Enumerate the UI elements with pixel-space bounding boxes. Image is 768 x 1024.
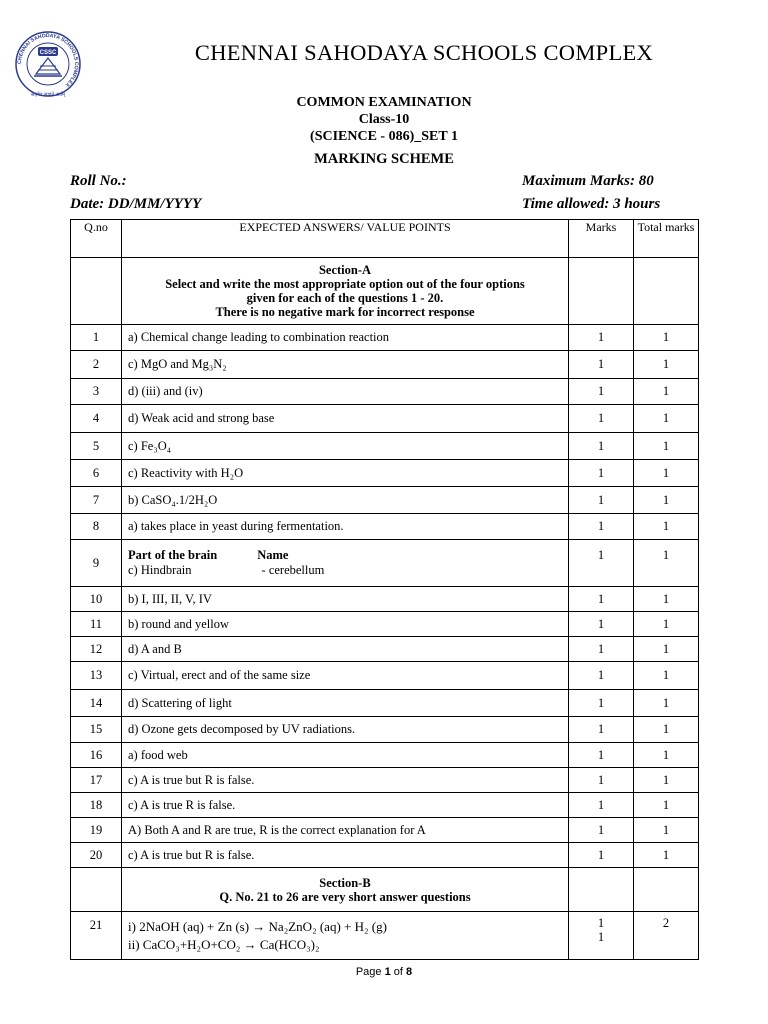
section-a-row bbox=[71, 258, 699, 325]
qno-cell: 20 bbox=[71, 843, 122, 868]
exam-class: Class-10 bbox=[358, 112, 410, 127]
total-cell: 1 bbox=[634, 717, 699, 743]
answer-cell: b) CaSO₄.1/2H₂O bbox=[122, 487, 569, 514]
table-row bbox=[71, 612, 699, 637]
marks-cell: 1 bbox=[569, 717, 634, 743]
table-row bbox=[71, 379, 699, 405]
marks-cell: 1 bbox=[569, 433, 634, 460]
section-a-title: Section-A bbox=[318, 263, 372, 277]
school-logo bbox=[14, 30, 82, 98]
table-row bbox=[71, 793, 699, 818]
marks-cell: 1 bbox=[569, 612, 634, 637]
marks-cell: 1 bbox=[569, 514, 634, 540]
table-row bbox=[71, 433, 699, 460]
table-row bbox=[71, 637, 699, 662]
marks-cell: 1 bbox=[569, 793, 634, 818]
q9-answer-name: - cerebellum bbox=[261, 563, 325, 577]
q9-head-part: Part of the brain bbox=[128, 548, 218, 562]
table-row-q21 bbox=[71, 912, 699, 960]
marks-cell: 1 bbox=[569, 587, 634, 612]
section-a-line1: Select and write the most appropriate option out of the four options bbox=[165, 277, 525, 291]
qno-cell: 18 bbox=[71, 793, 122, 818]
page-label: Page bbox=[355, 966, 382, 978]
max-marks-label: Maximum Marks: 80 bbox=[522, 173, 654, 189]
marks-cell: 1 bbox=[569, 843, 634, 868]
total-cell: 1 bbox=[634, 662, 699, 690]
answer-cell: b) round and yellow bbox=[122, 612, 569, 637]
total-cell: 1 bbox=[634, 325, 699, 351]
page-footer bbox=[0, 966, 768, 978]
qno-cell: 1 bbox=[71, 325, 122, 351]
section-a-line3: There is no negative mark for incorrect response bbox=[215, 305, 475, 319]
logo-center-text: CSSC bbox=[39, 50, 57, 56]
time-allowed-label: Time allowed: 3 hours bbox=[522, 196, 661, 212]
page-of: of bbox=[393, 966, 403, 978]
qno-cell: 21 bbox=[71, 912, 122, 960]
q21-marks-1: 1 bbox=[597, 916, 605, 930]
total-cell: 1 bbox=[634, 793, 699, 818]
section-b-row bbox=[71, 868, 699, 912]
marks-cell: 1 bbox=[569, 743, 634, 768]
answer-cell-q9 bbox=[122, 540, 569, 587]
total-cell: 1 bbox=[634, 514, 699, 540]
section-b-line1: Q. No. 21 to 26 are very short answer questions bbox=[219, 889, 471, 904]
total-cell: 1 bbox=[634, 433, 699, 460]
q9-head-name: Name bbox=[257, 548, 289, 562]
total-cell: 1 bbox=[634, 351, 699, 379]
table-row bbox=[71, 818, 699, 843]
table-row-q9 bbox=[71, 540, 699, 587]
total-cell: 1 bbox=[634, 843, 699, 868]
table-row bbox=[71, 717, 699, 743]
header-marks: Marks bbox=[569, 220, 634, 258]
answer-cell: a) food web bbox=[122, 743, 569, 768]
qno-cell: 3 bbox=[71, 379, 122, 405]
qno-cell: 17 bbox=[71, 768, 122, 793]
answer-cell: c) A is true but R is false. bbox=[122, 843, 569, 868]
qno-cell: 7 bbox=[71, 487, 122, 514]
answer-cell: d) (iii) and (iv) bbox=[122, 379, 569, 405]
qno-cell: 10 bbox=[71, 587, 122, 612]
marks-cell: 1 bbox=[569, 818, 634, 843]
marking-table bbox=[70, 219, 699, 960]
marks-cell: 1 bbox=[569, 379, 634, 405]
table-row bbox=[71, 460, 699, 487]
q9-column-heads bbox=[128, 548, 562, 563]
answer-cell: A) Both A and R are true, R is the correct explanation for A bbox=[122, 818, 569, 843]
total-cell: 1 bbox=[634, 743, 699, 768]
table-row bbox=[71, 768, 699, 793]
table-row bbox=[71, 514, 699, 540]
marks-cell: 1 bbox=[569, 768, 634, 793]
answer-cell: d) A and B bbox=[122, 637, 569, 662]
qno-cell: 15 bbox=[71, 717, 122, 743]
table-row bbox=[71, 690, 699, 717]
answer-cell: c) Virtual, erect and of the same size bbox=[122, 662, 569, 690]
header-total-marks: Total marks bbox=[634, 220, 699, 258]
qno-cell: 12 bbox=[71, 637, 122, 662]
answer-cell: d) Weak acid and strong base bbox=[122, 405, 569, 433]
table-row bbox=[71, 662, 699, 690]
marks-cell: 1 bbox=[569, 460, 634, 487]
marks-cell: 1 bbox=[569, 662, 634, 690]
table-row bbox=[71, 351, 699, 379]
answer-cell: c) A is true R is false. bbox=[122, 793, 569, 818]
header-qno: Q.no bbox=[71, 220, 122, 258]
section-b-title: Section-B bbox=[319, 875, 371, 890]
marks-cell: 1 bbox=[569, 690, 634, 717]
table-header-row bbox=[71, 220, 699, 258]
marks-cell: 1 bbox=[569, 487, 634, 514]
answer-cell: c) Fe₃O₄ bbox=[122, 433, 569, 460]
answer-cell: c) Reactivity with H₂O bbox=[122, 460, 569, 487]
answer-cell: a) takes place in yeast during fermentation. bbox=[122, 514, 569, 540]
answer-cell: b) I, III, II, V, IV bbox=[122, 587, 569, 612]
section-a-heading bbox=[122, 258, 569, 325]
qno-cell: 6 bbox=[71, 460, 122, 487]
total-cell: 1 bbox=[634, 460, 699, 487]
answer-cell: a) Chemical change leading to combination reaction bbox=[122, 325, 569, 351]
qno-cell: 11 bbox=[71, 612, 122, 637]
total-cell: 1 bbox=[634, 405, 699, 433]
exam-subject: (SCIENCE - 086)_SET 1 bbox=[310, 129, 458, 144]
qno-cell: 13 bbox=[71, 662, 122, 690]
total-cell: 1 bbox=[634, 487, 699, 514]
qno-cell: 9 bbox=[71, 540, 122, 587]
roll-no-label: Roll No.: bbox=[70, 173, 127, 189]
total-cell: 1 bbox=[634, 818, 699, 843]
header-answers: EXPECTED ANSWERS/ VALUE POINTS bbox=[122, 220, 569, 258]
qno-cell: 19 bbox=[71, 818, 122, 843]
marks-cell bbox=[569, 912, 634, 960]
answer-cell-q21 bbox=[122, 912, 569, 960]
logo-motto: सहवेद साहते सर्वम् bbox=[31, 92, 65, 98]
table-row bbox=[71, 843, 699, 868]
answer-cell: c) MgO and Mg₃N₂ bbox=[122, 351, 569, 379]
qno-cell: 8 bbox=[71, 514, 122, 540]
qno-cell: 14 bbox=[71, 690, 122, 717]
q9-answer-part: c) Hindbrain bbox=[128, 563, 192, 577]
total-cell: 1 bbox=[634, 612, 699, 637]
table-row bbox=[71, 743, 699, 768]
total-cell: 1 bbox=[634, 637, 699, 662]
qno-cell: 4 bbox=[71, 405, 122, 433]
marks-cell: 1 bbox=[569, 540, 634, 587]
date-label: Date: DD/MM/YYYY bbox=[70, 196, 202, 212]
marks-cell: 1 bbox=[569, 637, 634, 662]
table-row bbox=[71, 487, 699, 514]
table-row bbox=[71, 587, 699, 612]
q21-answer-1: i) 2NaOH (aq) + Zn (s) → Na₂ZnO₂ (aq) + H₂ (g) bbox=[128, 918, 387, 934]
page-number: 1 bbox=[384, 966, 391, 978]
total-cell: 1 bbox=[634, 690, 699, 717]
q21-marks-2: 1 bbox=[597, 930, 605, 944]
qno-cell: 2 bbox=[71, 351, 122, 379]
q21-answer-2: ii) CaCO₃+H₂O+CO₂ → Ca(HCO₃)₂ bbox=[128, 936, 320, 952]
qno-cell: 16 bbox=[71, 743, 122, 768]
school-name: CHENNAI SAHODAYA SCHOOLS COMPLEX bbox=[194, 40, 654, 65]
answer-cell: d) Scattering of light bbox=[122, 690, 569, 717]
answer-cell: c) A is true but R is false. bbox=[122, 768, 569, 793]
logo-ring-text: CHENNAI SAHODAYA SCHOOLS COMPLEX bbox=[16, 32, 80, 88]
total-cell: 2 bbox=[634, 912, 699, 960]
exam-title: COMMON EXAMINATION bbox=[296, 95, 472, 110]
marks-cell: 1 bbox=[569, 325, 634, 351]
total-cell: 1 bbox=[634, 587, 699, 612]
marks-cell: 1 bbox=[569, 351, 634, 379]
section-a-line2: given for each of the questions 1 - 20. bbox=[246, 291, 444, 305]
marking-scheme-title: MARKING SCHEME bbox=[314, 151, 454, 167]
total-cell: 1 bbox=[634, 540, 699, 587]
answer-cell: d) Ozone gets decomposed by UV radiations. bbox=[122, 717, 569, 743]
marks-cell: 1 bbox=[569, 405, 634, 433]
total-cell: 1 bbox=[634, 379, 699, 405]
qno-cell: 5 bbox=[71, 433, 122, 460]
q9-answer bbox=[128, 563, 562, 578]
table-row bbox=[71, 325, 699, 351]
page-total: 8 bbox=[406, 966, 413, 978]
table-row bbox=[71, 405, 699, 433]
exam-heading bbox=[0, 94, 768, 168]
total-cell: 1 bbox=[634, 768, 699, 793]
section-b-heading bbox=[122, 868, 569, 912]
